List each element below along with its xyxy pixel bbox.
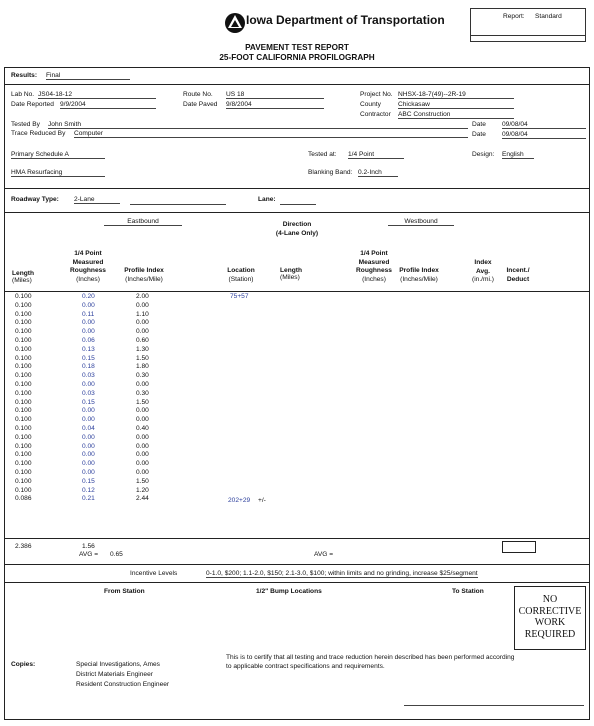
project-value: NHSX-18-7(49)--2R-19 xyxy=(398,91,514,99)
blanking-band-label: Blanking Band: xyxy=(308,169,353,176)
tested-by-label: Tested By xyxy=(11,121,40,128)
col-index-units: (in./mi.) xyxy=(472,276,494,283)
results-label: Results: xyxy=(11,72,38,79)
tested-by-value: John Smith xyxy=(48,121,468,129)
col-length2: Length xyxy=(280,267,302,274)
row-len-cell: 0.100 xyxy=(15,319,32,327)
col-roughness-header xyxy=(62,250,114,284)
row-len-cell: 0.100 xyxy=(15,363,32,371)
certification-text: This is to certify that all testing and trace reduction herein described has been performed according xyxy=(226,654,515,661)
no-corrective-work-stamp xyxy=(514,586,586,650)
row-rough-cell: 0.00 xyxy=(82,319,95,327)
col-pi: Profile Index xyxy=(124,267,164,274)
row-rough-cell: 0.03 xyxy=(82,389,95,397)
copies-item: District Materials Engineer xyxy=(76,671,153,678)
date-label: Date xyxy=(472,131,486,138)
row-rough-cell: 0.18 xyxy=(82,363,95,371)
trace-reduced-value: Computer xyxy=(74,130,468,138)
row-rough-cell: 0.13 xyxy=(82,345,95,353)
date-value-2: 09/08/04 xyxy=(502,131,586,139)
date-paved-value: 9/8/2004 xyxy=(226,101,324,109)
row-rough-cell: 0.03 xyxy=(82,372,95,380)
certification-text-2: to applicable contract specifications and requirements. xyxy=(226,663,385,670)
date-value-1: 09/08/04 xyxy=(502,121,586,129)
county-label: County xyxy=(360,101,381,108)
row-pi-cell: 1.50 xyxy=(136,477,149,485)
eastbound-label: Eastbound xyxy=(104,218,182,226)
contractor-value: ABC Construction xyxy=(398,111,514,119)
report-label: Report: xyxy=(503,13,525,20)
row-pi-cell: 0.00 xyxy=(136,442,149,450)
incentive-label: Incentive Levels xyxy=(130,570,178,577)
row-len-cell: 0.100 xyxy=(15,433,32,441)
avg-label: AVG = xyxy=(79,551,99,558)
row-pi-cell: 0.00 xyxy=(136,451,149,459)
route-value: US 18 xyxy=(226,91,324,99)
col-index-header xyxy=(466,259,500,285)
row-len-cell: 0.100 xyxy=(15,389,32,397)
agency-name: Iowa Department of Transportation xyxy=(246,13,445,27)
col-incent-line1: Incent./ xyxy=(506,267,530,274)
iowa-dot-logo-icon xyxy=(224,12,246,34)
row-rough-cell: 0.15 xyxy=(82,398,95,406)
col-length-header xyxy=(12,270,34,284)
date-reported-value: 9/9/2004 xyxy=(60,101,156,109)
signature-line xyxy=(404,705,584,706)
location-end: 202+29 xyxy=(228,497,251,504)
row-rough-cell: 0.00 xyxy=(82,301,95,309)
row-rough-cell: 0.00 xyxy=(82,407,95,415)
copies-label: Copies: xyxy=(11,661,36,668)
row-pi-cell: 0.30 xyxy=(136,389,149,397)
avg-value: 0.65 xyxy=(110,551,123,558)
tested-at-value: 1/4 Point xyxy=(348,151,404,159)
col-roughness-line2: Measured xyxy=(72,258,104,266)
county-value: Chickasaw xyxy=(398,101,514,109)
row-pi-cell: 2.44 xyxy=(136,495,149,503)
surfacing-value: HMA Resurfacing xyxy=(11,169,105,177)
lane-value xyxy=(280,196,316,205)
lab-no-label: Lab No. xyxy=(11,91,35,98)
row-len-cell: 0.100 xyxy=(15,372,32,380)
date-label: Date xyxy=(472,121,486,128)
divider xyxy=(4,212,590,213)
row-len-cell: 0.100 xyxy=(15,486,32,494)
stamp-line2: CORRECTIVE xyxy=(518,605,582,617)
row-len-cell: 0.100 xyxy=(15,416,32,424)
row-pi-cell: 0.40 xyxy=(136,424,149,432)
route-label: Route No. xyxy=(183,91,213,98)
total-length: 2.386 xyxy=(15,543,32,550)
col-roughness-units: (Inches) xyxy=(76,275,100,283)
row-rough-cell: 0.00 xyxy=(82,451,95,459)
report-subtitle: 25-FOOT CALIFORNIA PROFILOGRAPH xyxy=(219,53,375,62)
row-pi-cell: 0.00 xyxy=(136,460,149,468)
col-length2-header xyxy=(280,267,302,281)
divider xyxy=(4,188,590,189)
col-incent-line2: Deduct xyxy=(506,275,530,283)
row-rough-cell: 0.11 xyxy=(82,310,95,318)
incentive-total-box xyxy=(502,541,536,553)
schedule-value: Primary Schedule A xyxy=(11,151,105,159)
row-rough-cell: 0.06 xyxy=(82,336,95,344)
row-rough-cell: 0.00 xyxy=(82,416,95,424)
col-roughness-line1: 1/4 Point xyxy=(74,250,102,257)
row-len-cell: 0.100 xyxy=(15,293,32,300)
stamp-line3: WORK xyxy=(534,617,566,628)
tested-at-label: Tested at: xyxy=(308,151,337,158)
row-rough-cell: 0.15 xyxy=(82,354,95,362)
trace-reduced-label: Trace Reduced By xyxy=(11,130,66,137)
row-pi-cell: 0.00 xyxy=(136,416,149,424)
from-station-label: From Station xyxy=(104,588,145,595)
row-pi-cell: 1.80 xyxy=(136,363,149,371)
col-roughness2-line3: Roughness xyxy=(356,267,392,274)
avg2-label: AVG = xyxy=(314,551,334,558)
row-len-cell: 0.100 xyxy=(15,336,32,344)
row-len-cell: 0.100 xyxy=(15,328,32,336)
row-pi-cell: 1.50 xyxy=(136,398,149,406)
copies-item: Resident Construction Engineer xyxy=(76,681,170,688)
col-length-units: (Miles) xyxy=(12,277,32,284)
copies-item: Special Investigations, Ames xyxy=(76,661,160,668)
row-pi-cell: 1.30 xyxy=(136,345,149,353)
col-roughness2-line1: 1/4 Point xyxy=(360,250,388,257)
divider xyxy=(4,291,590,292)
col-pi-header xyxy=(116,267,172,284)
stamp-line1: NO xyxy=(542,594,558,605)
row-pi-cell: 0.00 xyxy=(136,301,149,309)
row-len-cell: 0.100 xyxy=(15,407,32,415)
row-len-cell: 0.100 xyxy=(15,468,32,476)
row-rough-cell: 0.00 xyxy=(82,433,95,441)
col-location-units: (Station) xyxy=(228,275,254,283)
row-pi-cell: 0.00 xyxy=(136,468,149,476)
col-index-line1: Index xyxy=(474,259,492,266)
location-start: 75+57 xyxy=(230,293,249,300)
divider xyxy=(4,564,590,565)
row-len-cell: 0.100 xyxy=(15,345,32,353)
row-pi-cell: 2.00 xyxy=(136,293,149,300)
date-reported-label: Date Reported xyxy=(11,101,54,108)
row-len-cell: 0.100 xyxy=(15,451,32,459)
project-label: Project No. xyxy=(360,91,393,98)
col-length2-units: (Miles) xyxy=(280,274,300,281)
row-rough-cell: 0.04 xyxy=(82,424,95,432)
lab-no-value: JS04-18-12 xyxy=(38,91,156,99)
contractor-label: Contractor xyxy=(360,111,391,118)
divider xyxy=(4,582,590,583)
col-pi-units: (Inches/Mile) xyxy=(125,275,163,283)
col-roughness2-header xyxy=(348,250,400,284)
row-rough-cell: 0.00 xyxy=(82,328,95,336)
length-column xyxy=(15,293,32,504)
report-value: Standard xyxy=(535,13,562,20)
col-length: Length xyxy=(12,270,34,277)
divider xyxy=(4,538,590,539)
col-location: Location xyxy=(227,267,255,274)
row-len-cell: 0.100 xyxy=(15,477,32,485)
date-paved-label: Date Paved xyxy=(183,101,218,108)
row-pi-cell: 0.00 xyxy=(136,433,149,441)
row-len-cell: 0.100 xyxy=(15,354,32,362)
report-box xyxy=(470,8,586,42)
profile-index-column xyxy=(136,293,149,504)
col-roughness2-line2: Measured xyxy=(358,258,390,266)
results-value: Final xyxy=(46,72,130,80)
design-value: English xyxy=(502,151,534,159)
row-len-cell: 0.100 xyxy=(15,460,32,468)
row-pi-cell: 0.60 xyxy=(136,336,149,344)
col-location-header xyxy=(222,267,260,284)
location-end-suffix: +/- xyxy=(258,497,266,504)
row-pi-cell: 0.00 xyxy=(136,319,149,327)
divider xyxy=(4,84,590,85)
roadway-type-label: Roadway Type: xyxy=(11,196,59,203)
blanking-band-value: 0.2-Inch xyxy=(358,169,398,177)
roadway-type-blank xyxy=(130,196,226,205)
col-roughness2-units: (Inches) xyxy=(362,275,386,283)
row-len-cell: 0.086 xyxy=(15,495,32,503)
col-pi2: Profile Index xyxy=(399,267,439,274)
roadway-type-value: 2-Lane xyxy=(74,196,120,204)
direction-sub: (4-Lane Only) xyxy=(275,230,319,237)
col-pi2-units: (Inches/Mile) xyxy=(400,275,438,283)
incentive-text: 0-1.0, $200; 1.1-2.0, $150; 2.1-3.0, $100; within limits and no grinding, increase $25/segment xyxy=(206,570,478,577)
row-len-cell: 0.100 xyxy=(15,424,32,432)
roughness-column xyxy=(82,293,95,504)
row-pi-cell: 1.50 xyxy=(136,354,149,362)
row-rough-cell: 0.00 xyxy=(82,442,95,450)
row-rough-cell: 0.20 xyxy=(82,293,95,300)
row-rough-cell: 0.00 xyxy=(82,380,95,388)
col-roughness-line3: Roughness xyxy=(70,267,106,274)
row-pi-cell: 1.20 xyxy=(136,486,149,494)
row-len-cell: 0.100 xyxy=(15,398,32,406)
total-roughness: 1.56 xyxy=(82,543,95,550)
row-rough-cell: 0.12 xyxy=(82,486,95,494)
row-pi-cell: 1.10 xyxy=(136,310,149,318)
row-rough-cell: 0.21 xyxy=(82,495,95,503)
row-rough-cell: 0.00 xyxy=(82,468,95,476)
row-len-cell: 0.100 xyxy=(15,301,32,309)
row-pi-cell: 0.00 xyxy=(136,380,149,388)
row-pi-cell: 0.00 xyxy=(136,407,149,415)
row-len-cell: 0.100 xyxy=(15,310,32,318)
lane-label: Lane: xyxy=(258,196,276,203)
direction-label: Direction xyxy=(282,221,312,228)
col-incent-header xyxy=(500,267,536,284)
row-rough-cell: 0.00 xyxy=(82,460,95,468)
design-label: Design: xyxy=(472,151,495,158)
row-rough-cell: 0.15 xyxy=(82,477,95,485)
col-pi2-header xyxy=(396,267,442,284)
row-pi-cell: 0.30 xyxy=(136,372,149,380)
stamp-line4: REQUIRED xyxy=(524,628,576,640)
westbound-label: Westbound xyxy=(388,218,454,226)
report-title: PAVEMENT TEST REPORT xyxy=(245,43,349,52)
row-pi-cell: 0.00 xyxy=(136,328,149,336)
row-len-cell: 0.100 xyxy=(15,380,32,388)
col-index-line2: Avg. xyxy=(475,267,491,275)
to-station-label: To Station xyxy=(452,588,484,595)
bump-locations-title: 1/2" Bump Locations xyxy=(256,588,322,595)
row-len-cell: 0.100 xyxy=(15,442,32,450)
